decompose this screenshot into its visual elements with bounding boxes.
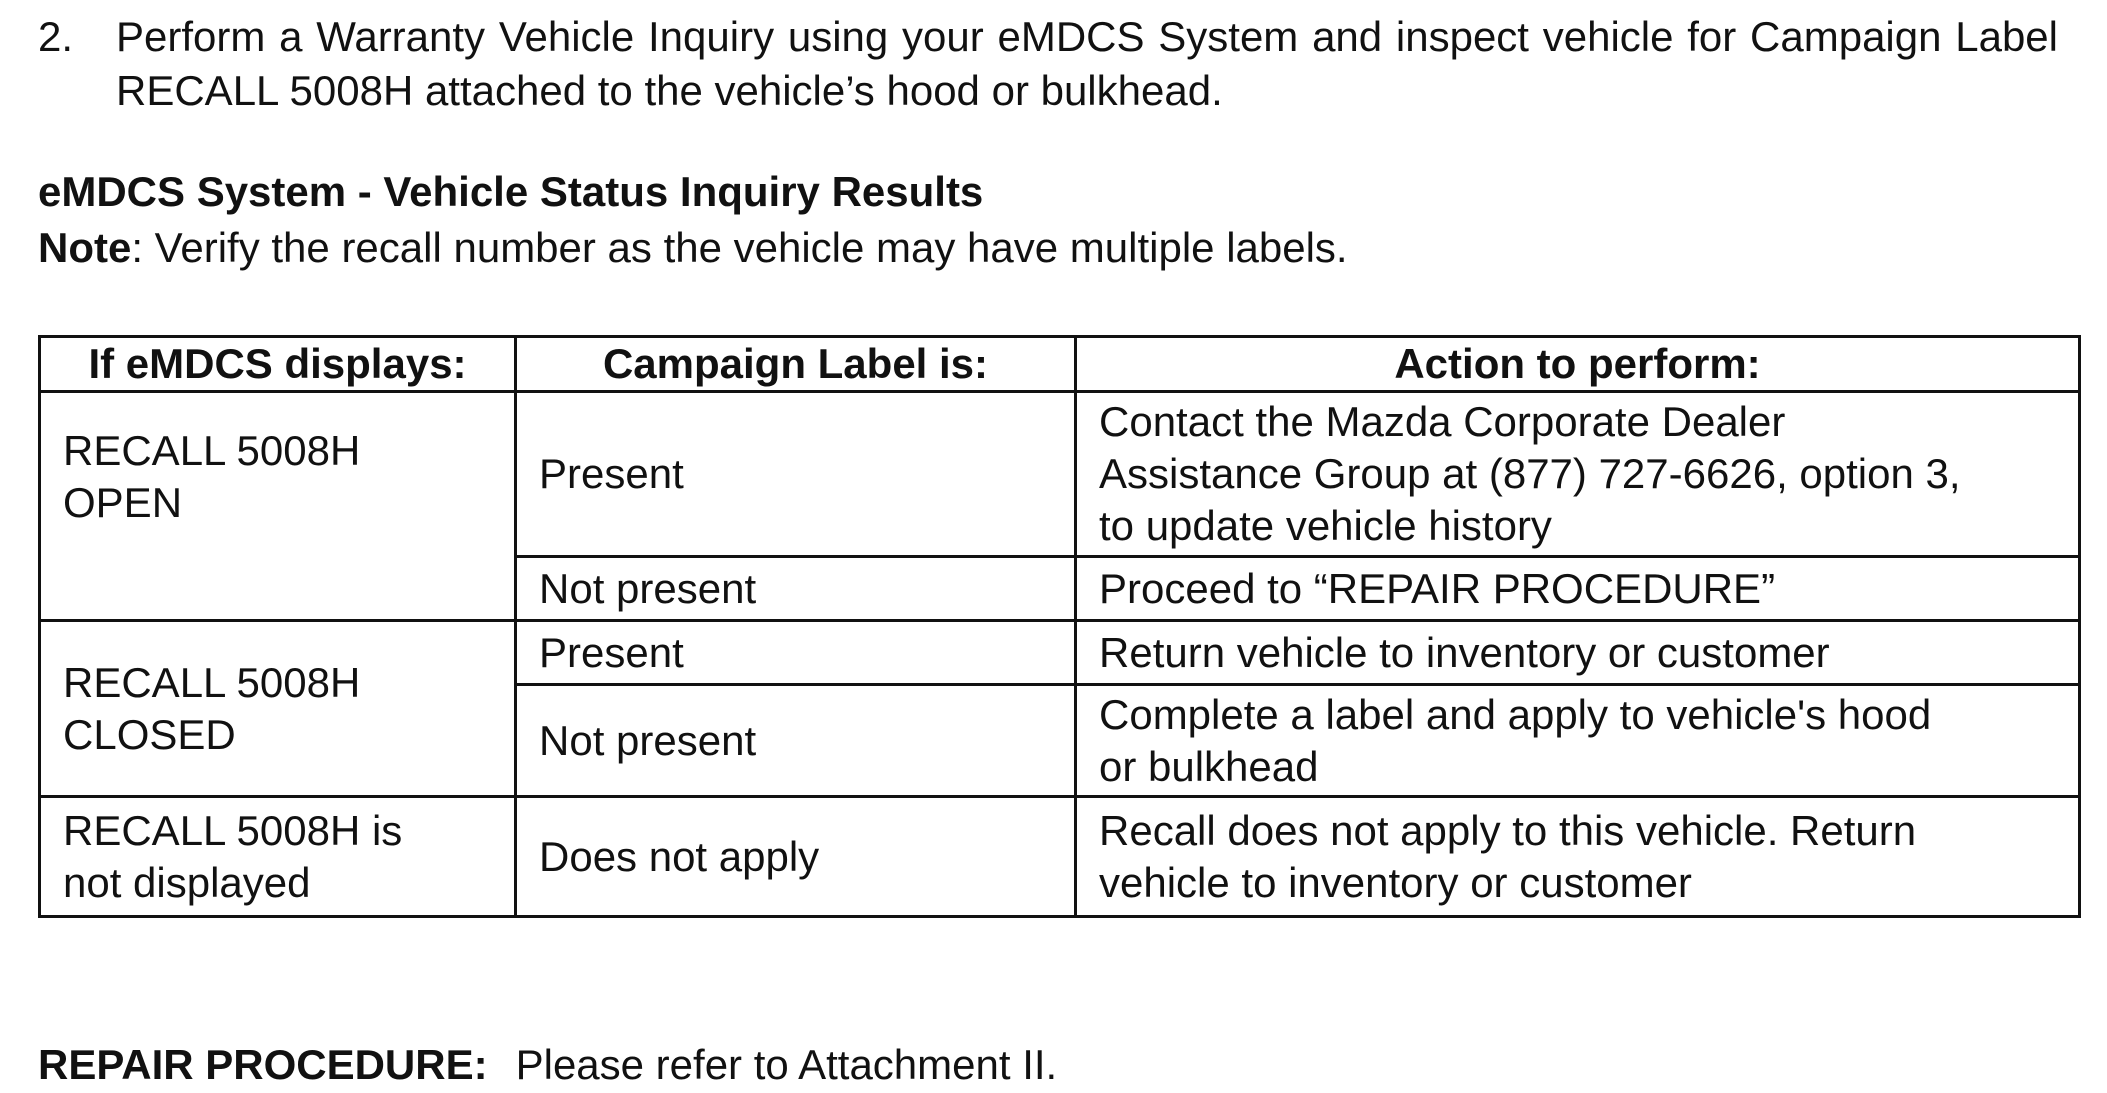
action-cell [1076,392,2080,557]
table-row [40,392,2080,557]
display-cell-closed [40,621,516,797]
section-title: eMDCS System - Vehicle Status Inquiry Results [38,168,984,215]
display-line: RECALL 5008H [63,427,361,474]
display-line: OPEN [63,479,183,526]
table-row [40,797,2080,917]
step-number: 2. [38,13,74,60]
display-cell-open [40,392,516,621]
action-line: vehicle to inventory or customer [1099,858,1692,906]
note [38,221,1348,275]
display-line: CLOSED [63,710,236,758]
vehicle-status-table [38,335,2081,918]
action-line: or bulkhead [1099,742,1319,790]
table-header-row [40,337,2080,392]
header-emdcs-displays: If eMDCS displays: [40,337,516,392]
action-cell [1076,685,2080,797]
label-cell: Present [516,392,1076,557]
label-cell: Not present [516,685,1076,797]
action-cell [1076,621,2080,685]
display-line: RECALL 5008H is [63,806,403,854]
display-line: not displayed [63,858,311,906]
action-cell [1076,797,2080,917]
action-line: Proceed to “REPAIR PROCEDURE” [1099,564,1776,612]
note-text: : Verify the recall number as the vehicle may have multiple labels. [131,224,1348,271]
repair-procedure-text: Please refer to Attachment II. [515,1041,1058,1088]
note-label: Note [38,224,132,271]
action-line: to update vehicle history [1099,502,1552,549]
action-line: Complete a label and apply to vehicle's hood [1099,690,1932,738]
step-text: Perform a Warranty Vehicle Inquiry using your eMDCS System and inspect vehicle for Campaign Label RECALL 5008H attached to the vehicle’s hood or bulkhead. [116,13,2058,114]
label-cell: Present [516,621,1076,685]
action-line: Recall does not apply to this vehicle. Return [1099,806,1917,854]
repair-procedure-label: REPAIR PROCEDURE: [38,1041,488,1088]
label-cell: Does not apply [516,797,1076,917]
repair-procedure [38,1038,1057,1092]
action-cell [1076,557,2080,621]
display-line: RECALL 5008H [63,658,361,706]
label-cell: Not present [516,557,1076,621]
header-action: Action to perform: [1076,337,2080,392]
display-cell-not-displayed [40,797,516,917]
action-line: Assistance Group at (877) 727-6626, option 3, [1099,450,1961,497]
action-line: Contact the Mazda Corporate Dealer [1099,398,1786,445]
table-row [40,621,2080,685]
action-line: Return vehicle to inventory or customer [1099,628,1830,676]
step-instruction [38,10,2058,118]
header-campaign-label: Campaign Label is: [516,337,1076,392]
